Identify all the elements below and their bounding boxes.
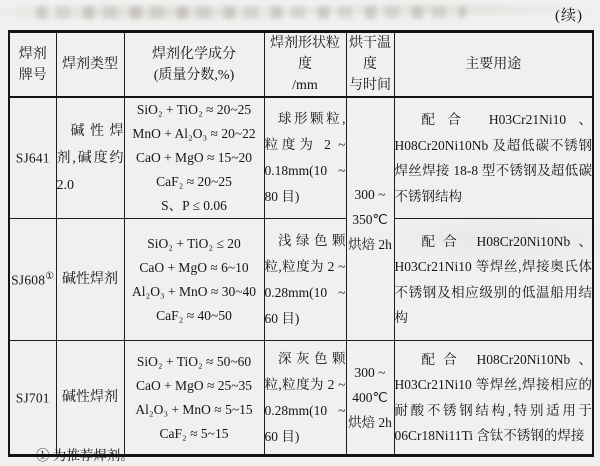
scan-bleed-through-noise (36, 6, 466, 19)
table-row-sj641 (9, 97, 593, 219)
formula-line: SiO₂ + TiO₂ ≈ 50~60 (136, 353, 252, 369)
header-flux-type: 焊剂类型 (56, 32, 124, 98)
flux-spec-table (8, 30, 594, 457)
cell-type-sj701: 碱性焊剂 (56, 341, 124, 456)
header-main-usage: 主要用途 (394, 32, 593, 98)
cell-shape-sj608: 浅绿色颗粒,粒度为 2 ~ 0.28mm(10 ~ 60 目) (264, 219, 346, 341)
cell-drying-sj701: 300 ~ 400℃ 烘焙 2h (346, 341, 394, 456)
header-flux-brand: 焊剂 牌号 (9, 32, 56, 98)
formula-line: S、P ≤ 0.06 (161, 198, 227, 213)
formula-line: Al₂O₃ + MnO ≈ 5~15 (135, 401, 253, 417)
formula-line: CaF₂ ≈ 40~50 (156, 307, 232, 323)
formula-line: CaF₂ ≈ 5~15 (159, 425, 229, 441)
formula-line: SiO₂ + TiO₂ ≤ 20 (147, 235, 241, 251)
formula-line: CaO + MgO ≈ 15~20 (135, 150, 253, 165)
formula-line: CaO + MgO ≈ 6~10 (139, 259, 249, 275)
cell-brand-sj608: SJ608① (9, 219, 56, 341)
cell-brand-sj701: SJ701 (9, 341, 56, 456)
header-drying-temp-time: 烘干温度 与时间 (346, 32, 394, 98)
cell-shape-sj701: 深灰色颗粒,粒度为 2 ~ 0.28mm(10 ~ 60 目) (264, 341, 346, 456)
cell-brand-sj641: SJ641 (9, 97, 56, 219)
formula-line: MnO + Al₂O₃ ≈ 20~22 (132, 126, 256, 141)
header-shape-granularity: 焊剂形状粒度 /mm (264, 32, 346, 98)
cell-drying-sj641-sj608: 300 ~ 350℃ 烘焙 2h (346, 97, 394, 341)
table-row-sj701 (9, 341, 593, 456)
cell-shape-sj641: 球形颗粒,粒度为 2 ~ 0.18mm(10 ~ 80 目) (264, 97, 346, 219)
cell-type-sj641: 碱性焊剂,碱度约2.0 (56, 97, 124, 219)
table-row-sj608 (9, 219, 593, 341)
cell-composition-sj608 (124, 219, 264, 341)
footnote-marker: ① (45, 270, 55, 282)
cell-type-sj608: 碱性焊剂 (56, 219, 124, 341)
continued-label: (续) (555, 8, 583, 24)
cell-usage-sj641: 配合 H03Cr21Ni10、H08Cr20Ni10Nb 及超低碳不锈钢焊丝焊接 18-8 型不锈钢及超低碳不锈钢结构 (394, 97, 593, 219)
formula-line: Al₂O₃ + MnO ≈ 30~40 (132, 283, 256, 299)
footnote: ① 为推荐焊剂。 (36, 448, 134, 463)
cell-composition-sj701 (124, 341, 264, 456)
formula-line: CaO + MgO ≈ 25~35 (135, 377, 253, 393)
header-chemical-composition: 焊剂化学成分 (质量分数,%) (124, 32, 264, 98)
cell-composition-sj641 (124, 97, 264, 219)
cell-usage-sj701: 配合 H08Cr20Ni10Nb、H03Cr21Ni10 等焊丝,焊接相应的耐酸不锈钢结构,特别适用于 06Cr18Ni11Ti 含钛不锈钢的焊接 (394, 341, 593, 456)
formula-line: CaF₂ ≈ 20~25 (156, 174, 232, 189)
table-header-row (9, 32, 593, 98)
formula-line: SiO₂ + TiO₂ ≈ 20~25 (136, 102, 252, 117)
cell-usage-sj608: 配合 H08Cr20Ni10Nb、H03Cr21Ni10 等焊丝,焊接奥氏体不锈钢及相应级别的低温船用结构 (394, 219, 593, 341)
